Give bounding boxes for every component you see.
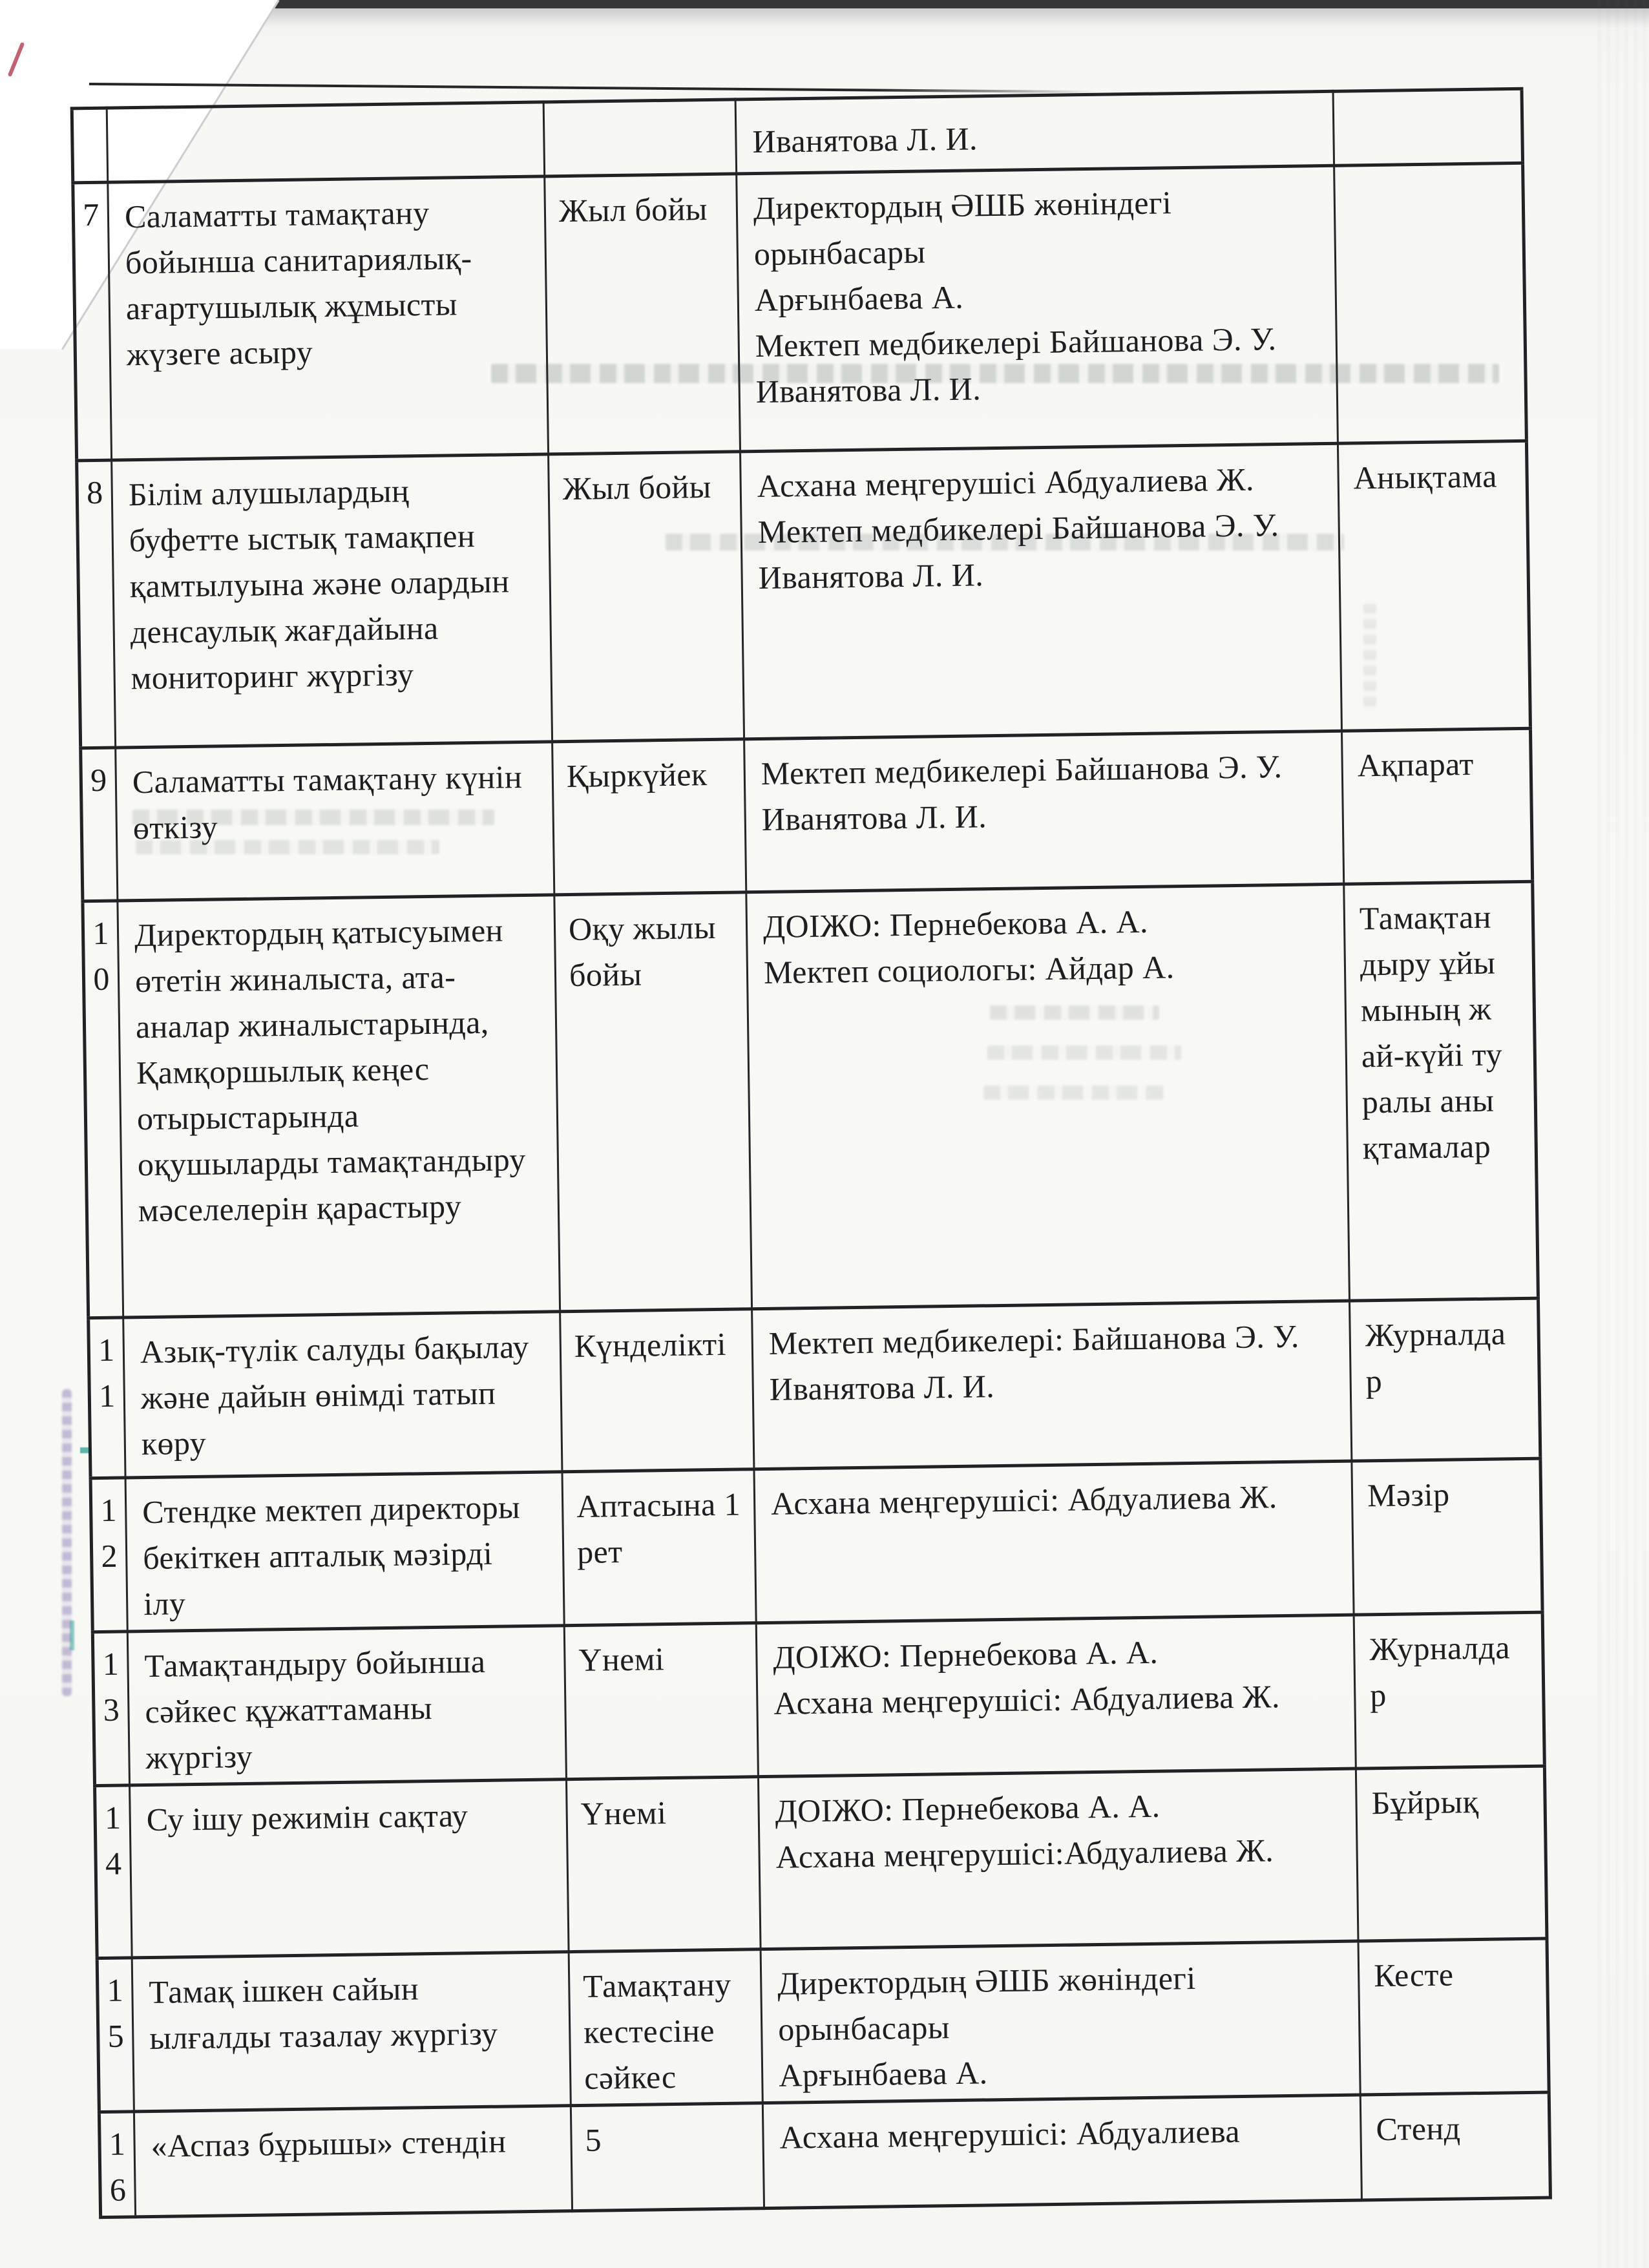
cell-responsible: Мектеп медбикелері Байшанова Э. У. Иванятова Л. И. — [744, 731, 1344, 892]
cell-timing: Аптасына 1 рет — [562, 1469, 756, 1626]
table-row — [92, 1612, 1544, 1786]
cell-timing: Күнделікті — [560, 1309, 754, 1472]
cell-responsible: Асхана меңгерушісі: Абдуалиева Ж. — [754, 1461, 1354, 1623]
cell-number: 12 — [90, 1478, 127, 1632]
cell-result: Журналдар — [1350, 1298, 1540, 1461]
cell-responsible: ДОІЖО: Пернебекова А. А. Асхана меңгерушісі:Абдуалиева Ж. — [758, 1769, 1358, 1949]
cell-responsible: ДОІЖО: Пернебекова А. А. Асхана меңгерушісі: Абдуалиева Ж. — [756, 1615, 1356, 1777]
cell-result: Журналдар — [1354, 1612, 1544, 1769]
cell-responsible: Иванятова Л. И. — [735, 91, 1334, 174]
teal-ink-mark — [70, 1621, 74, 1650]
table-row — [77, 441, 1531, 748]
work-plan-table — [70, 87, 1552, 2219]
cell-timing: Жыл бойы — [545, 174, 740, 454]
skewed-duplicate-border-line — [89, 83, 1097, 93]
cell-result: Кесте — [1358, 1938, 1549, 2095]
cell-task — [107, 102, 545, 182]
cell-number: 9 — [81, 748, 118, 901]
table-row — [90, 1458, 1542, 1632]
cell-task: Тамақ ішкен сайын ылғалды тазалау жүргізу — [132, 1952, 571, 2112]
work-plan-table-wrap — [70, 87, 1552, 2219]
cell-task: Стендке мектеп директоры бекіткен апталық мәзірді ілу — [125, 1472, 564, 1632]
cell-number — [72, 108, 108, 183]
cell-task: Директордың қатысуымен өтетін жиналыста, ата-аналар жиналыстарында, Қамқоршылық кеңес отырыстарында оқушыларды тамақтандыру мәселелерін қарастыру — [118, 895, 560, 1318]
cell-timing: Қыркүйек — [552, 739, 746, 895]
cell-result — [1334, 163, 1527, 443]
cell-timing: Үнемі — [564, 1623, 758, 1780]
cell-task: Білім алушылардың буфетте ыстық тамақпен қамтылуына және олардын денсаулық жағдайына мониторинг жүргізу — [112, 454, 552, 748]
cell-responsible: Мектеп медбикелері: Байшанова Э. У. Иванятова Л. И. — [752, 1301, 1352, 1469]
cell-task: Су ішу режимін сақтау — [130, 1780, 569, 1958]
cell-task: Саламатты тамақтану күнін өткізу — [116, 742, 554, 901]
table-row-partial-bottom — [99, 2092, 1550, 2218]
table-row — [73, 163, 1527, 461]
cell-result: Тамақтандыру ұйымының жай-күйі туралы анықтамалар — [1344, 881, 1539, 1301]
cell-number: 13 — [92, 1632, 129, 1786]
cell-number: 15 — [97, 1958, 134, 2112]
table-row — [83, 881, 1539, 1318]
cell-result: Анықтама — [1338, 441, 1530, 731]
cell-responsible: Директордың ӘШБ жөніндегі орынбасары Арғынбаева А. — [761, 1941, 1360, 2103]
cell-responsible: Асхана меңгерушісі Абдуалиева Ж. Мектеп медбикелері Байшанова Э. У. Иванятова Л. И. — [740, 443, 1342, 739]
cell-result: Ақпарат — [1341, 728, 1532, 884]
cell-timing: 5 — [571, 2103, 764, 2211]
cell-number: 8 — [77, 460, 116, 748]
cell-number: 7 — [73, 182, 112, 461]
table-row — [89, 1298, 1540, 1478]
table-row — [97, 1938, 1549, 2112]
cell-timing — [543, 100, 737, 176]
cell-number: 10 — [83, 901, 123, 1318]
table-row — [81, 728, 1533, 901]
cell-task: «Аспаз бұрышы» стендін — [134, 2106, 572, 2217]
cell-responsible: Асхана меңгерушісі: Абдуалиева — [762, 2095, 1361, 2209]
scanner-edge-bar — [103, 0, 1649, 8]
cell-timing: Тамақтану кестесіне сәйкес — [569, 1949, 762, 2106]
cell-number: 11 — [89, 1318, 125, 1478]
cell-result: Бұйрық — [1356, 1766, 1547, 1941]
cell-responsible: Директордың ӘШБ жөніндегі орынбасары Арғынбаева А. Мектеп медбикелері Байшанова Э. У. Иванятова Л. И. — [737, 165, 1338, 452]
cell-result: Мәзір — [1352, 1458, 1542, 1615]
cell-task: Тамақтандыру бойынша сәйкес құжаттаманы жүргізу — [127, 1626, 566, 1785]
table-row — [95, 1766, 1547, 1958]
scanner-edge-shadow — [103, 8, 1649, 28]
cell-task: Азық-түлік салуды бақылау және дайын өнімді татып көру — [123, 1312, 562, 1478]
cell-number: 14 — [95, 1785, 132, 1958]
cell-result — [1333, 89, 1523, 165]
cell-timing: Оқу жылы бойы — [554, 892, 752, 1312]
cell-timing: Үнемі — [566, 1777, 761, 1952]
scan-edge-noise — [1597, 0, 1649, 2268]
cell-timing: Жыл бойы — [549, 452, 744, 742]
cell-number: 16 — [99, 2112, 135, 2218]
cell-result: Стенд — [1360, 2092, 1550, 2200]
cell-task: Саламатты тамақтану бойынша санитариялық-ағартушылық жұмысты жүзеге асыру — [108, 176, 549, 460]
cell-responsible: ДОІЖО: Пернебекова А. А. Мектеп социологы: Айдар А. — [746, 884, 1350, 1309]
